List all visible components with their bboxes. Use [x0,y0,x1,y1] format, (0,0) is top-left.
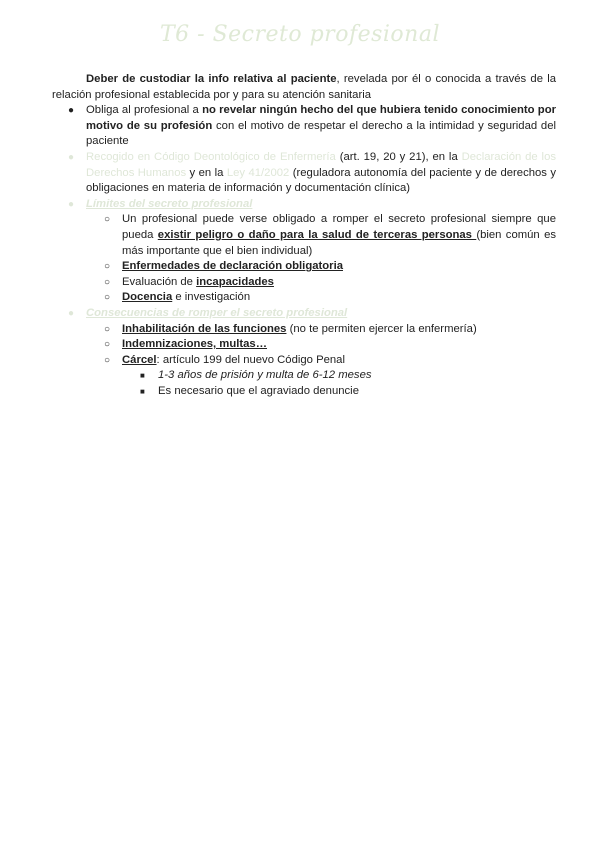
bullet1-pre: Obliga al profesional a [86,104,203,117]
consequences-item3-post: : artículo 199 del nuevo Código Penal [156,353,345,366]
section-heading-limits [52,197,556,213]
bullet2-text2: y en la [186,166,227,179]
ref-ley-41-2002: Ley 41/2002 [226,166,290,179]
consequences-heading: Consecuencias de romper el secreto profesional [86,306,348,319]
limits-item1-pre: Un profesional puede verse obligado a romper el secreto profesional siempre que pueda [122,213,556,241]
consequences-item2: Indemnizaciones, multas… [122,338,268,351]
limits-item-incapacities [52,275,556,291]
consequences-item1-post: (no te permiten ejercer la enfermería) [286,322,477,335]
intro-paragraph [52,72,556,103]
prison-subitem-sentence [52,368,556,384]
limits-item1-bold: existir peligro o daño para la salud de terceras personas [157,228,477,241]
bullet1-post: con el motivo de respetar el derecho a la intimidad y seguridad del paciente [86,119,556,148]
consequences-item1-bold: Inhabilitación de las funciones [122,322,287,335]
ref-codigo-deontologico: Recogido en Código Deontológico de Enfermería [86,150,336,163]
intro-bold: Deber de custodiar la info relativa al paciente [86,73,337,85]
document-body [52,72,556,399]
limits-item2: Enfermedades de declaración obligatoria [122,260,343,273]
main-list [52,103,556,399]
bullet2-text1: (art. 19, 20 y 21), en la [335,150,462,163]
prison-subitem-complaint [52,384,556,400]
consequences-item-prison [52,353,556,369]
bullet2-text3: (reguladora autonomía del paciente y de derechos y obligaciones en materia de información y documentación clínica) [86,166,557,195]
section-heading-consequences [52,306,556,322]
limits-item1-post: (bien común es más importante que el bien individual) [122,228,556,257]
limits-item3-pre: Evaluación de [122,275,197,288]
consequences-item3-bold: Cárcel [122,353,157,366]
limits-item4-post: e investigación [172,291,251,304]
limits-item-danger [52,212,556,259]
consequences-item-disqualification [52,322,556,338]
intro-rest: , revelada por él o conocida a través de la relación profesional establecida por y para su atención sanitaria [52,73,557,101]
limits-item3-bold: incapacidades [196,275,274,288]
list-item-legal-sources [52,150,556,197]
limits-heading: Límites del secreto profesional [86,197,253,210]
prison-sub2: Es necesario que el agraviado denuncie [158,384,359,397]
document-title: T6 - Secreto profesional [159,22,441,47]
consequences-item-fines [52,337,556,353]
bullet1-bold: no revelar ningún hecho del que hubiera tenido conocimiento por motivo de su profesión [86,104,556,132]
list-item-obligation [52,103,556,150]
limits-item4-bold: Docencia [122,291,173,304]
limits-item-teaching [52,290,556,306]
prison-sub1: 1-3 años de prisión y multa de 6-12 meses [158,369,372,382]
limits-item-diseases [52,259,556,275]
ref-derechos-humanos: Declaración de los Derechos Humanos [86,150,557,179]
